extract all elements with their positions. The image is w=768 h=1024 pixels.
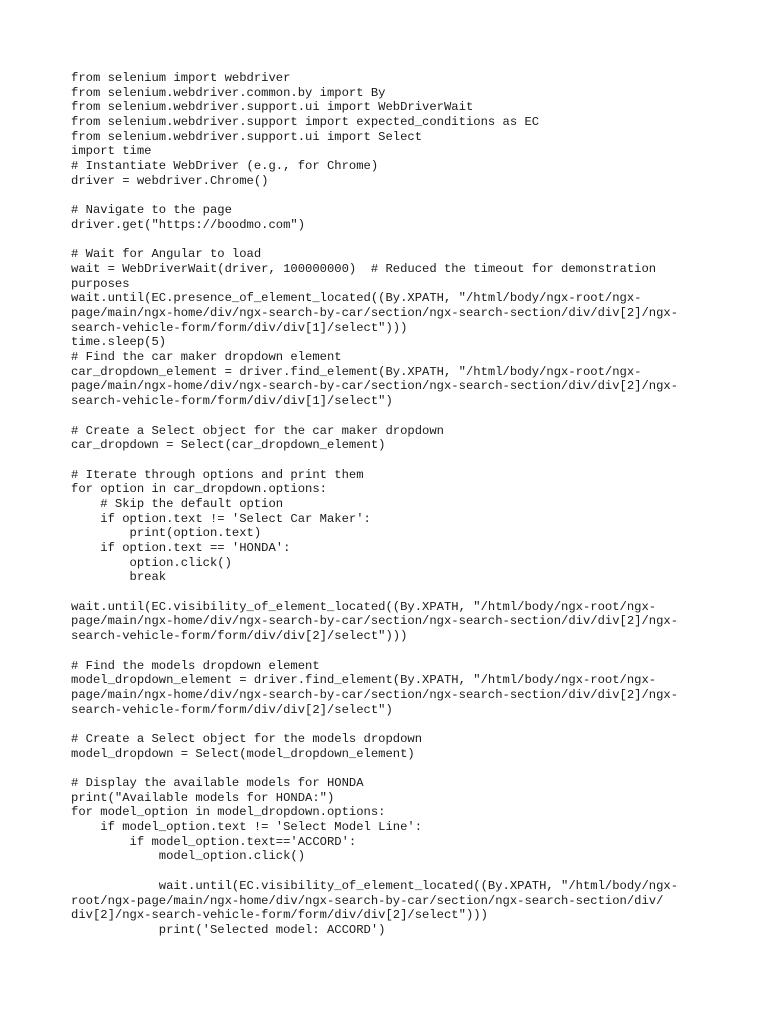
code-line: [71, 644, 731, 659]
code-line: for option in car_dropdown.options:: [71, 482, 327, 497]
code-line: wait.until(EC.presence_of_element_located((By.XPATH, "/html/body/ngx-root/ngx-: [71, 291, 642, 306]
code-line: # Create a Select object for the car maker dropdown: [71, 423, 444, 438]
code-line: from selenium.webdriver.common.by import By: [71, 85, 386, 100]
code-line: wait.until(EC.visibility_of_element_located((By.XPATH, "/html/body/ngx-: [71, 878, 679, 893]
code-line: print("Available models for HONDA:"): [71, 790, 335, 805]
code-line: import time: [71, 144, 152, 159]
code-line: root/ngx-page/main/ngx-home/div/ngx-search-by-car/section/ngx-search-section/div/: [71, 893, 664, 908]
code-line: model_dropdown = Select(model_dropdown_element): [71, 746, 415, 761]
code-line: # Display the available models for HONDA: [71, 776, 364, 790]
code-line: car_dropdown_element = driver.find_element(By.XPATH, "/html/body/ngx-root/ngx-: [71, 364, 642, 379]
code-line: [71, 717, 731, 732]
code-line: [71, 409, 731, 424]
code-line: # Skip the default option: [71, 496, 284, 511]
code-line: [71, 189, 731, 204]
code-line: [71, 761, 731, 776]
code-line: if option.text != 'Select Car Maker':: [71, 511, 371, 526]
code-line: page/main/ngx-home/div/ngx-search-by-car/section/ngx-search-section/div/div[2]/ngx-: [71, 379, 679, 394]
code-line: # Iterate through options and print them: [71, 467, 364, 482]
code-line: [71, 864, 731, 879]
code-line: # Find the models dropdown element: [71, 658, 320, 673]
code-line: driver.get("https://boodmo.com"): [71, 217, 306, 232]
code-line: [71, 453, 731, 468]
code-line: div[2]/ngx-search-vehicle-form/form/div/div[2]/select"))): [71, 908, 488, 923]
code-line: search-vehicle-form/form/div/div[2]/select"): [71, 702, 393, 717]
code-line: from selenium.webdriver.support import expected_conditions as EC: [71, 115, 540, 130]
code-line: if model_option.text=='ACCORD':: [71, 834, 357, 849]
code-line: [71, 585, 731, 600]
code-line: driver = webdriver.Chrome(): [71, 173, 269, 188]
code-line: search-vehicle-form/form/div/div[1]/select"): [71, 394, 393, 409]
code-line: if option.text == 'HONDA':: [71, 541, 291, 555]
code-line: # Wait for Angular to load: [71, 247, 262, 262]
code-line: car_dropdown = Select(car_dropdown_element): [71, 438, 386, 453]
code-line: from selenium.webdriver.support.ui import WebDriverWait: [71, 100, 474, 115]
code-line: purposes: [71, 276, 130, 291]
code-line: time.sleep(5): [71, 335, 167, 350]
code-line: for model_option in model_dropdown.options:: [71, 805, 386, 820]
code-line: search-vehicle-form/form/div/div[2]/select"))): [71, 629, 408, 644]
code-line: model_option.click(): [71, 849, 306, 864]
code-line: print(option.text): [71, 526, 262, 541]
code-line: print('Selected model: ACCORD'): [71, 922, 386, 937]
code-line: from selenium import webdriver: [71, 71, 291, 85]
code-line: page/main/ngx-home/div/ngx-search-by-car/section/ngx-search-section/div/div[2]/ngx-: [71, 687, 679, 702]
code-line: wait.until(EC.visibility_of_element_located((By.XPATH, "/html/body/ngx-root/ngx-: [71, 599, 657, 614]
code-line: if model_option.text != 'Select Model Line':: [71, 820, 423, 835]
code-line: search-vehicle-form/form/div/div[1]/select"))): [71, 320, 408, 335]
code-line: # Find the car maker dropdown element: [71, 350, 342, 365]
code-line: # Instantiate WebDriver (e.g., for Chrome): [71, 159, 379, 174]
code-line: # Create a Select object for the models dropdown: [71, 731, 423, 746]
code-line: # Navigate to the page: [71, 203, 232, 218]
code-block: [71, 71, 731, 938]
code-line: from selenium.webdriver.support.ui import Select: [71, 129, 423, 144]
code-line: break: [71, 570, 167, 585]
code-line: page/main/ngx-home/div/ngx-search-by-car/section/ngx-search-section/div/div[2]/ngx-: [71, 614, 679, 629]
code-line: model_dropdown_element = driver.find_element(By.XPATH, "/html/body/ngx-root/ngx-: [71, 673, 657, 688]
code-line: [71, 233, 731, 248]
code-line: option.click(): [71, 555, 232, 570]
code-line: wait = WebDriverWait(driver, 100000000) # Reduced the timeout for demonstration: [71, 261, 657, 276]
code-line: page/main/ngx-home/div/ngx-search-by-car/section/ngx-search-section/div/div[2]/ngx-: [71, 306, 679, 320]
